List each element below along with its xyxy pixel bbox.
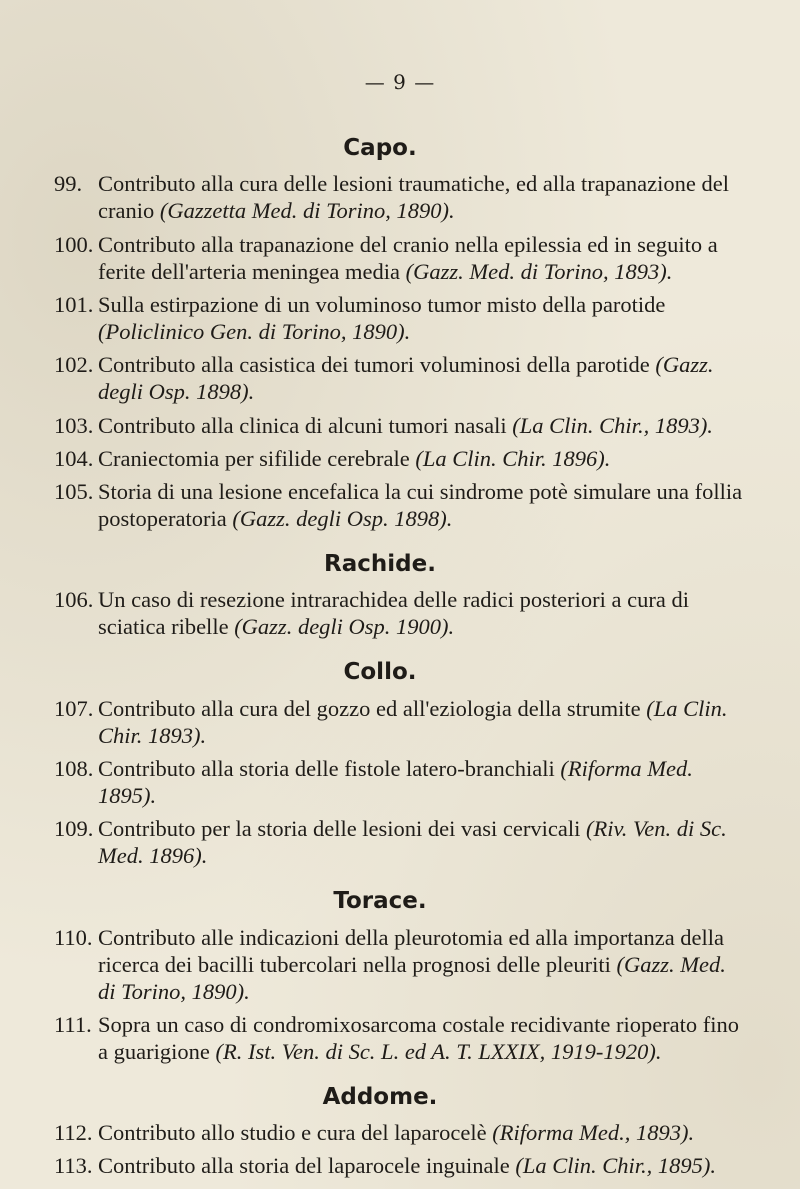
section-heading-capo: Capo. bbox=[343, 135, 417, 161]
section-heading-addome: Addome. bbox=[322, 1083, 438, 1110]
entry-text: Contributo alla storia delle fistole latero-branchiali bbox=[98, 756, 555, 781]
entry-citation: (La Clin. Chir. 1896). bbox=[415, 445, 611, 471]
entry-number: 101. bbox=[54, 292, 94, 317]
entry-number: 102. bbox=[54, 352, 94, 378]
entry-105 bbox=[54, 478, 744, 532]
entry-113 bbox=[54, 1152, 744, 1179]
section-heading-collo: Collo. bbox=[343, 659, 417, 686]
entry-number: 113. bbox=[54, 1153, 93, 1179]
entry-number: 109. bbox=[54, 816, 94, 842]
entry-number: 112. bbox=[54, 1120, 93, 1146]
entry-text: Sopra un caso di condromixosarcoma costale recidivante rioperato fino a guarigione bbox=[98, 1011, 740, 1064]
entry-103 bbox=[54, 412, 744, 439]
entry-number: 100. bbox=[54, 231, 94, 257]
entry-number: 111. bbox=[54, 1011, 92, 1037]
entry-text: Contributo alle indicazioni della pleurotomia ed alla importanza della ricerca dei bacilli tubercolari nella prognosi delle pleuriti bbox=[98, 924, 725, 977]
entry-citation: (Policlinico Gen. di Torino, 1890). bbox=[98, 319, 411, 344]
entry-101 bbox=[54, 291, 744, 345]
entry-citation: (Gazz. degli Osp. 1898). bbox=[98, 352, 714, 405]
entry-citation: (Gazz. Med. di Torino, 1893). bbox=[405, 258, 673, 284]
entry-text: Contributo per la storia delle lesioni dei vasi cervicali bbox=[98, 816, 581, 842]
entry-text: Sulla estirpazione di un voluminoso tumor misto della parotide bbox=[98, 292, 666, 317]
entry-number: 106. bbox=[54, 587, 94, 613]
entry-citation: (Gazz. degli Osp. 1898). bbox=[232, 506, 453, 532]
entry-text: Craniectomia per sifilide cerebrale bbox=[98, 445, 410, 471]
entry-citation: (La Clin. Chir. 1893). bbox=[98, 695, 728, 748]
page-number: — 9 — bbox=[364, 70, 436, 94]
entry-text: Contributo allo studio e cura del laparocelè bbox=[98, 1120, 487, 1146]
entry-citation: (Gazzetta Med. di Torino, 1890). bbox=[159, 198, 455, 224]
entry-citation: (Gazz. degli Osp. 1900). bbox=[234, 614, 455, 640]
entry-104 bbox=[54, 445, 744, 472]
entry-number: 108. bbox=[54, 756, 94, 781]
entry-number: 110. bbox=[54, 924, 93, 950]
entry-number: 103. bbox=[54, 412, 94, 438]
entry-109 bbox=[54, 815, 744, 869]
entry-number: 107. bbox=[54, 695, 94, 721]
entry-citation: (La Clin. Chir., 1893). bbox=[512, 412, 713, 438]
entry-citation: (Riforma Med., 1893). bbox=[492, 1120, 695, 1146]
entry-number: 105. bbox=[54, 479, 94, 505]
entry-text: Contributo alla clinica di alcuni tumori nasali bbox=[98, 412, 507, 438]
entry-112 bbox=[54, 1119, 744, 1146]
entry-citation: (La Clin. Chir., 1895). bbox=[515, 1153, 717, 1179]
entry-citation: (Riv. Ven. di Sc. Med. 1896). bbox=[98, 816, 727, 869]
entry-text: Contributo alla cura delle lesioni traumatiche, ed alla trapanazione del cranio bbox=[98, 171, 729, 224]
entry-citation: (Riforma Med. 1895). bbox=[98, 756, 693, 808]
entry-text: Storia di una lesione encefalica la cui sindrome potè simulare una follia postoperatoria bbox=[98, 479, 743, 532]
entry-number: 104. bbox=[54, 445, 94, 471]
entry-110 bbox=[54, 924, 744, 1005]
entry-102 bbox=[54, 351, 744, 405]
entry-100 bbox=[54, 231, 744, 285]
entry-number: 99. bbox=[54, 171, 83, 197]
entry-text: Contributo alla cura del gozzo ed all'eziologia della strumite bbox=[98, 695, 641, 721]
entry-99 bbox=[54, 170, 744, 224]
entry-text: Contributo alla storia del laparocele inguinale bbox=[98, 1153, 510, 1179]
entry-106 bbox=[54, 586, 744, 640]
entry-107 bbox=[54, 695, 744, 749]
entry-text: Contributo alla trapanazione del cranio nella epilessia ed in seguito a ferite dell'arteria meningea media bbox=[98, 231, 718, 284]
entry-111 bbox=[54, 1011, 744, 1065]
section-heading-torace: Torace. bbox=[333, 888, 427, 915]
entry-citation: (Gazz. Med. di Torino, 1890). bbox=[98, 951, 726, 1004]
section-heading-rachide: Rachide. bbox=[324, 551, 436, 577]
entry-108 bbox=[54, 755, 744, 809]
entry-citation: (R. Ist. Ven. di Sc. L. ed A. T. LXXIX, 1919-1920). bbox=[215, 1038, 662, 1064]
entry-text: Un caso di resezione intrarachidea delle radici posteriori a cura di sciatica ribelle bbox=[98, 587, 689, 640]
entry-text: Contributo alla casistica dei tumori voluminosi della parotide bbox=[98, 352, 650, 378]
